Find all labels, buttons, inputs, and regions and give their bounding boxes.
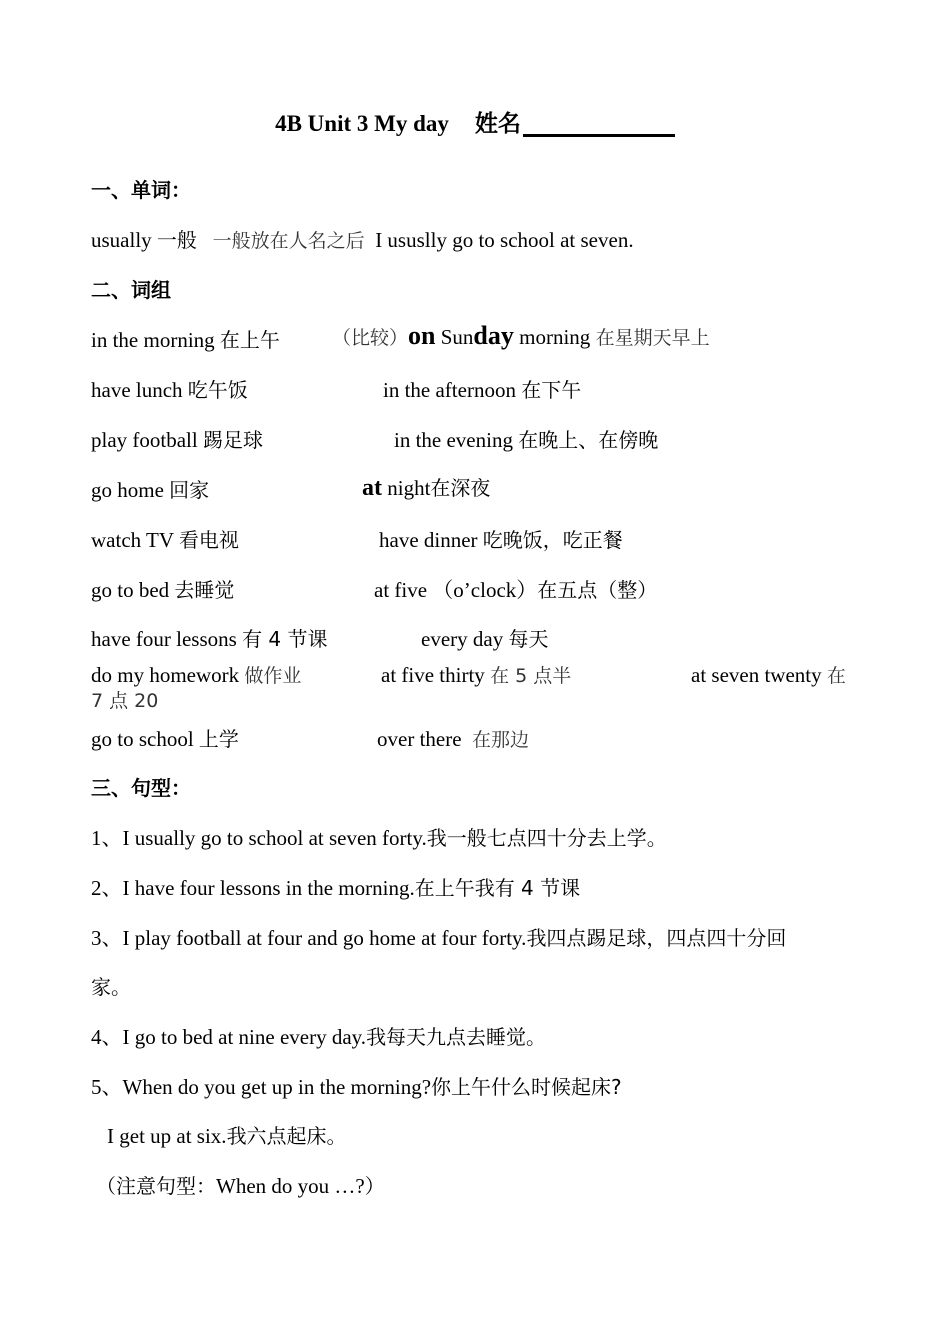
phrase-row-col3: at seven twenty 在 xyxy=(691,663,846,687)
phrase-row-col2: at night在深夜 xyxy=(362,475,491,501)
phrase-row-col2: have dinner 吃晚饭，吃正餐 xyxy=(379,528,623,552)
sentence-5-answer: I get up at six.我六点起床。 xyxy=(107,1124,347,1148)
phrase-row-col2: in the evening 在晚上、在傍晚 xyxy=(394,428,659,452)
phrase-row: play football 踢足球 xyxy=(91,428,263,452)
phrase-row: go to bed 去睡觉 xyxy=(91,578,235,602)
section-heading-phrases: 二、词组 xyxy=(91,278,171,302)
phrase-row: have lunch 吃午饭 xyxy=(91,378,248,402)
name-blank-line xyxy=(523,134,675,137)
sentence-1: 1、I usually go to school at seven forty.我一般七点四十分去上学。 xyxy=(91,826,667,850)
sentence-2: 2、I have four lessons in the morning.在上午我有 4 节课 xyxy=(91,876,581,900)
phrase-row-wrap: 7 点 20 xyxy=(91,690,159,712)
section-heading-sentences: 三、句型： xyxy=(91,776,191,800)
sentence-3-wrap: 家。 xyxy=(91,975,131,999)
phrase-row-col2: in the afternoon 在下午 xyxy=(383,378,582,402)
page-title xyxy=(0,110,950,138)
word-entry: usually 一般 一般放在人名之后 I ususlly go to school at seven. xyxy=(91,228,634,252)
sentence-3: 3、I play football at four and go home at four forty.我四点踢足球，四点四十分回 xyxy=(91,926,787,950)
phrase-row: go home 回家 xyxy=(91,478,210,502)
phrase-compare: （比较）on Sunday morning 在星期天早上 xyxy=(332,321,710,350)
phrase-row: watch TV 看电视 xyxy=(91,528,239,552)
title-text: 4B Unit 3 My day xyxy=(275,111,449,136)
sentence-note: （注意句型：When do you …?） xyxy=(96,1174,385,1198)
phrase-row: do my homework 做作业 xyxy=(91,663,302,687)
phrase-row-col2: over there 在那边 xyxy=(377,727,530,751)
sentence-5: 5、When do you get up in the morning?你上午什么时候起床? xyxy=(91,1075,622,1099)
phrase-row-col2: every day 每天 xyxy=(421,627,549,651)
phrase-row: go to school 上学 xyxy=(91,727,239,751)
name-label: 姓名 xyxy=(474,111,521,137)
section-heading-words: 一、单词： xyxy=(91,178,191,202)
phrase-row: in the morning 在上午 xyxy=(91,328,280,352)
phrase-row: have four lessons 有 4 节课 xyxy=(91,627,328,651)
phrase-row-col2: at five （o’clock）在五点（整） xyxy=(374,578,658,602)
sentence-4: 4、I go to bed at nine every day.我每天九点去睡觉。 xyxy=(91,1025,547,1049)
phrase-row-col2: at five thirty 在 5 点半 xyxy=(381,663,572,687)
